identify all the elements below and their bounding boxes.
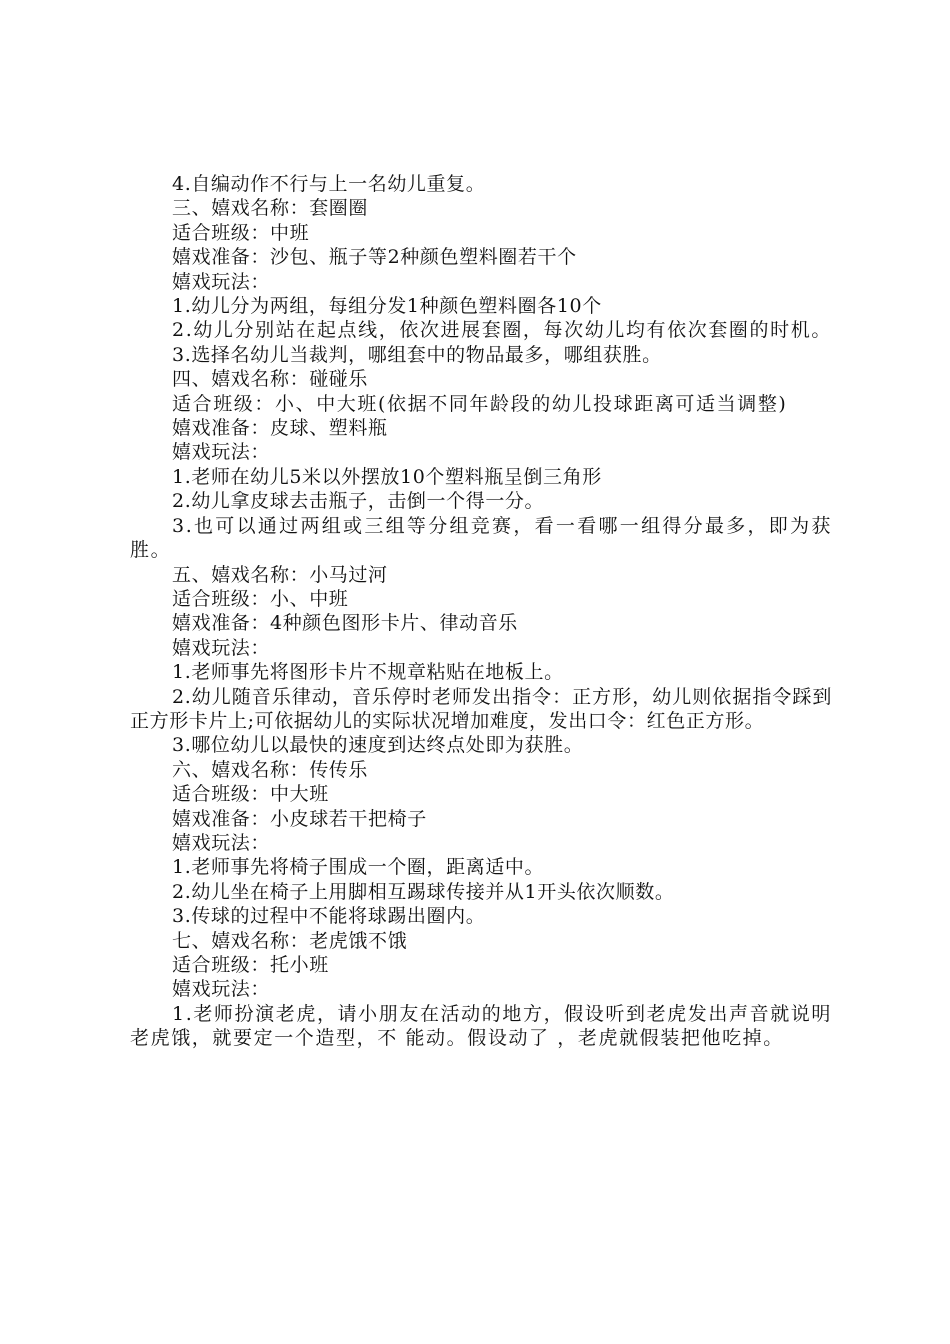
paragraph: 适合班级：托小班 (172, 954, 329, 976)
paragraph: 2.幼儿随音乐律动，音乐停时老师发出指令：正方形，幼儿则依据指令踩到正方形卡片上;可依据幼儿的实际状况增加难度，发出口令：红色正方形。 (130, 685, 832, 732)
paragraph: 1.老师事先将图形卡片不规章粘贴在地板上。 (172, 661, 564, 684)
paragraph: 适合班级：小、中班 (172, 587, 349, 610)
paragraph: 3.哪位幼儿以最快的速度到达终点处即为获胜。 (172, 734, 584, 757)
paragraph: 嬉戏准备：4种颜色图形卡片、律动音乐 (172, 612, 518, 635)
paragraph: 嬉戏玩法： (172, 831, 271, 854)
paragraph: 3.选择名幼儿当裁判，哪组套中的物品最多，哪组获胜。 (172, 343, 662, 366)
paragraph: 1.老师在幼儿5米以外摆放10个塑料瓶呈倒三角形 (172, 465, 602, 488)
paragraph: 嬉戏准备：皮球、塑料瓶 (172, 417, 388, 440)
paragraph: 3.也可以通过两组或三组等分组竞赛，看一看哪一组得分最多，即为获胜。 (130, 514, 832, 562)
paragraph: 2.幼儿坐在椅子上用脚相互踢球传接并从1开头依次顺数。 (172, 880, 675, 903)
paragraph: 嬉戏玩法： (172, 441, 271, 464)
paragraph: 1.老师扮演老虎，请小朋友在活动的地方，假设听到老虎发出声音就说明老虎饿，就要定一个造型，不 能动。假设动了 ，老虎就假装把他吃掉。 (130, 1002, 832, 1050)
paragraph: 嬉戏玩法： (172, 270, 271, 293)
section-heading: 四、嬉戏名称：碰碰乐 (172, 368, 369, 391)
paragraph: 嬉戏准备：小皮球若干把椅子 (172, 807, 427, 830)
paragraph: 适合班级：中大班 (172, 783, 329, 806)
paragraph: 嬉戏玩法： (172, 636, 271, 659)
section-heading: 六、嬉戏名称：传传乐 (172, 758, 369, 781)
paragraph: 嬉戏玩法： (172, 978, 271, 1001)
document-page (130, 172, 832, 1051)
paragraph: 3.传球的过程中不能将球踢出圈内。 (172, 905, 486, 928)
paragraph: 适合班级：中班 (172, 221, 310, 244)
section-heading: 七、嬉戏名称：老虎饿不饿 (172, 929, 408, 952)
paragraph: 2.幼儿拿皮球去击瓶子，击倒一个得一分。 (172, 490, 545, 513)
paragraph: 4.自编动作不行与上一名幼儿重复。 (172, 173, 486, 195)
paragraph: 1.幼儿分为两组，每组分发1种颜色塑料圈各10个 (172, 295, 602, 318)
paragraph: 适合班级：小、中大班(依据不同年龄段的幼儿投球距离可适当调整) (172, 392, 788, 415)
paragraph: 1.老师事先将椅子围成一个圈，距离适中。 (172, 856, 545, 879)
section-heading: 三、嬉戏名称：套圈圈 (172, 197, 369, 220)
paragraph: 嬉戏准备：沙包、瓶子等2种颜色塑料圈若干个 (172, 246, 577, 269)
paragraph: 2.幼儿分别站在起点线，依次进展套圈，每次幼儿均有依次套圈的时机。 (172, 319, 832, 342)
section-heading: 五、嬉戏名称：小马过河 (172, 563, 388, 586)
